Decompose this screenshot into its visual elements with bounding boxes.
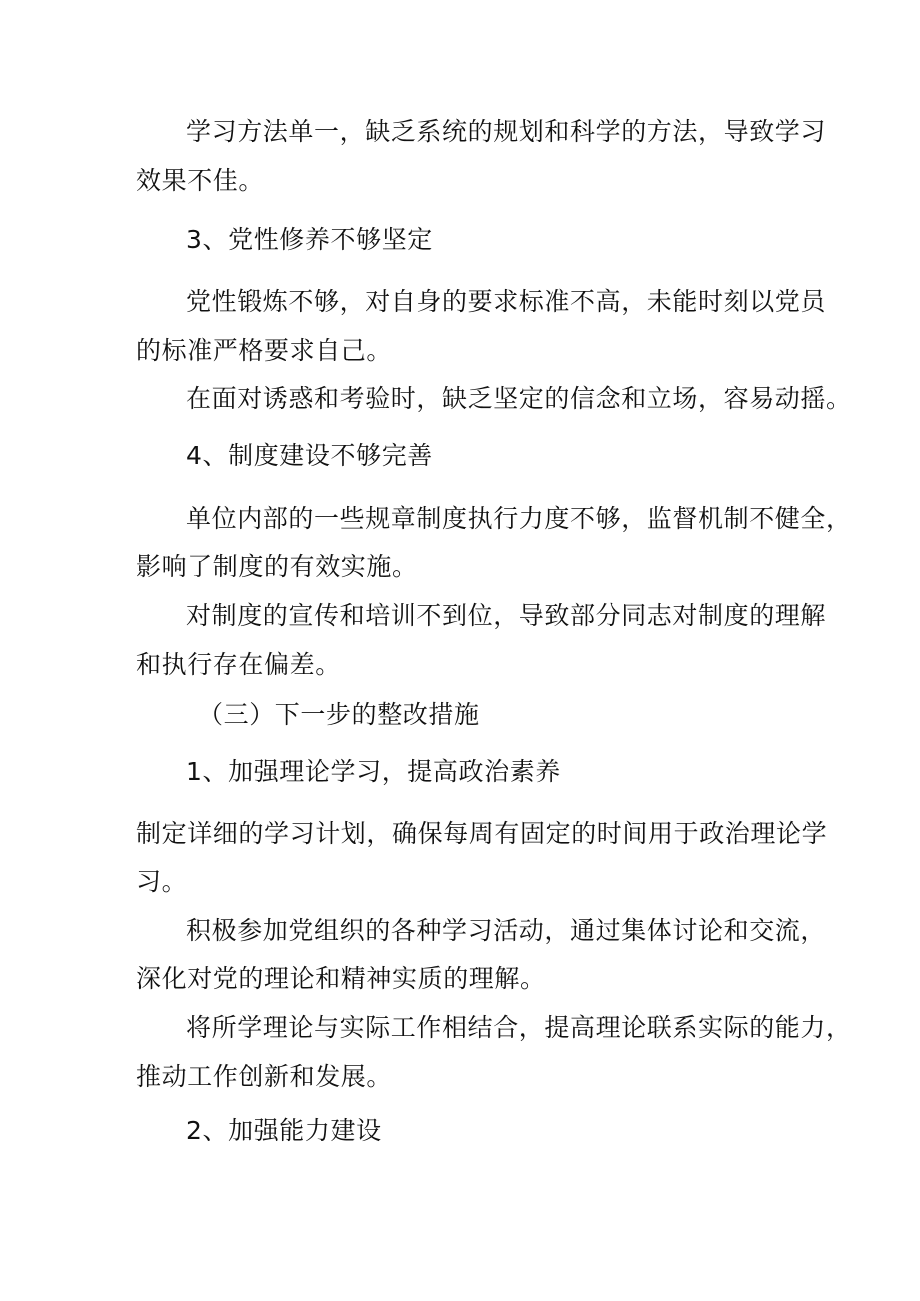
paragraph-line: 单位内部的一些规章制度执行力度不够，监督机制不健全， <box>186 504 852 533</box>
section-heading: （三）下一步的整改措施 <box>198 700 480 729</box>
paragraph-line: 效果不佳。 <box>136 166 265 195</box>
section-heading: 3、党性修养不够坚定 <box>186 225 433 254</box>
paragraph-line: 习。 <box>136 867 188 896</box>
paragraph-line: 党性锻炼不够，对自身的要求标准不高，未能时刻以党员 <box>186 287 827 316</box>
paragraph-line: 深化对党的理论和精神实质的理解。 <box>136 964 546 993</box>
paragraph-line: 积极参加党组织的各种学习活动，通过集体讨论和交流， <box>186 916 827 945</box>
paragraph-line: 学习方法单一，缺乏系统的规划和科学的方法，导致学习 <box>186 117 827 146</box>
section-heading: 2、加强能力建设 <box>186 1116 382 1145</box>
paragraph-line: 将所学理论与实际工作相结合，提高理论联系实际的能力， <box>186 1013 852 1042</box>
paragraph-line: 推动工作创新和发展。 <box>136 1062 393 1091</box>
section-heading: 1、加强理论学习，提高政治素养 <box>186 757 561 786</box>
paragraph-line: 在面对诱惑和考验时，缺乏坚定的信念和立场，容易动摇。 <box>186 384 852 413</box>
paragraph-line: 制定详细的学习计划，确保每周有固定的时间用于政治理论学 <box>136 819 828 848</box>
paragraph-line: 对制度的宣传和培训不到位，导致部分同志对制度的理解 <box>186 601 827 630</box>
section-heading: 4、制度建设不够完善 <box>186 441 433 470</box>
paragraph-line: 和执行存在偏差。 <box>136 650 341 679</box>
paragraph-line: 影响了制度的有效实施。 <box>136 552 418 581</box>
paragraph-line: 的标准严格要求自己。 <box>136 336 393 365</box>
